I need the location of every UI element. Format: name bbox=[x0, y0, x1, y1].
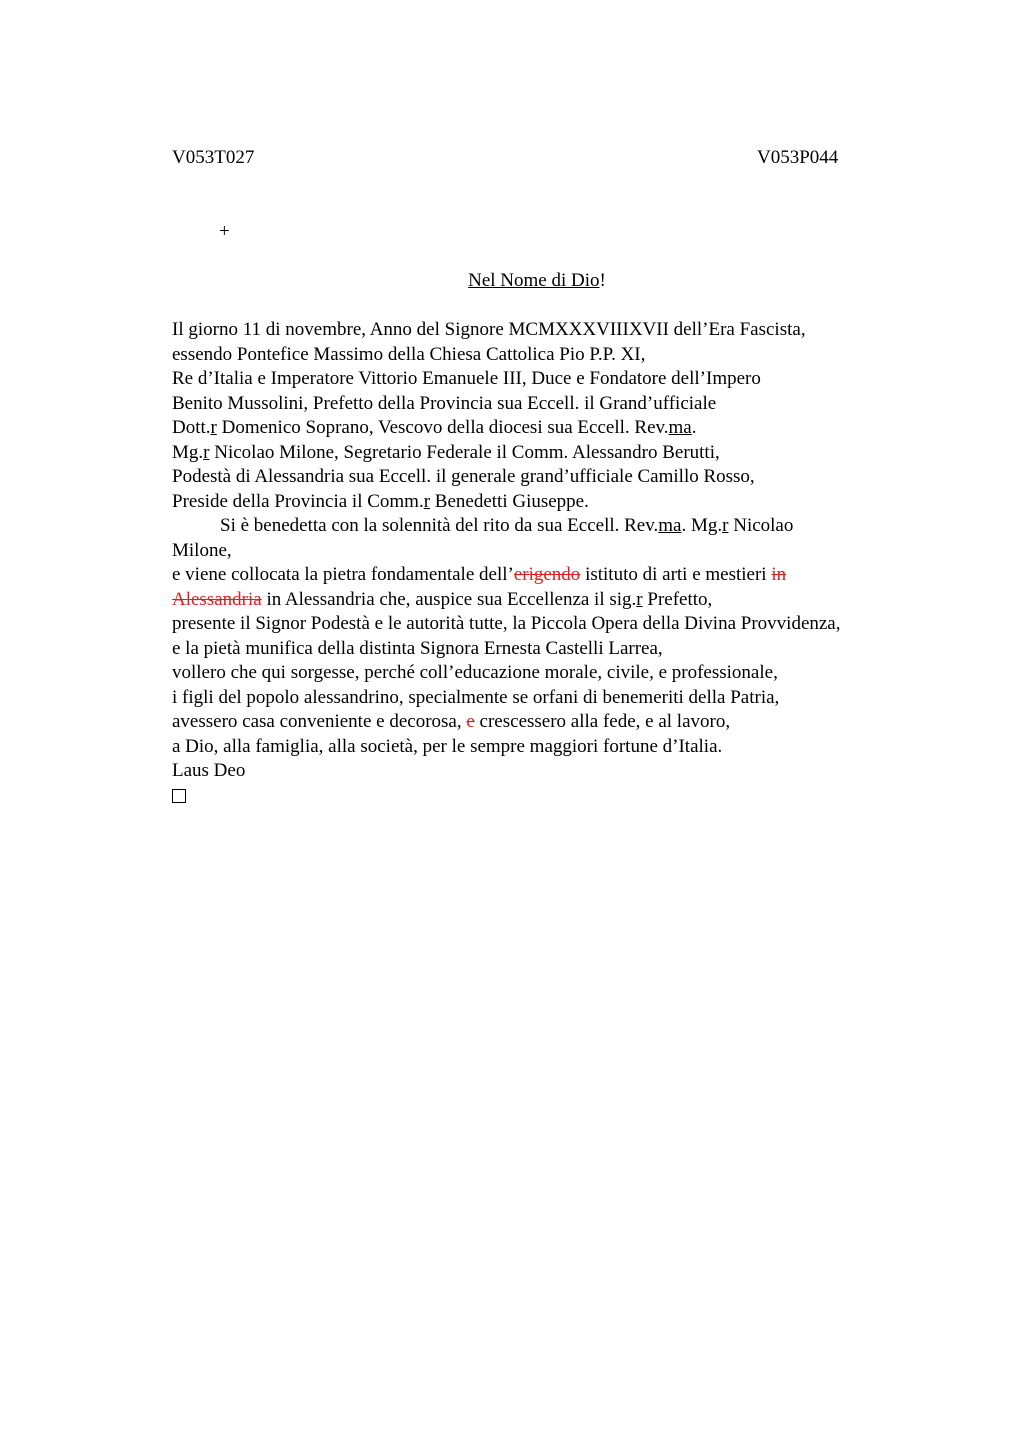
deleted-text: in bbox=[771, 564, 787, 585]
body-line: Milone, bbox=[172, 539, 232, 561]
text-run: Prefetto, bbox=[642, 588, 713, 610]
empty-square-icon bbox=[172, 789, 186, 803]
body-line: Re d’Italia e Imperatore Vittorio Emanuele III, Duce e Fondatore dell’Impero bbox=[172, 368, 761, 389]
text-run: Domenico Soprano, Vescovo della diocesi sua Eccell. Rev. bbox=[216, 417, 669, 438]
superscript-abbrev: r bbox=[210, 417, 217, 438]
body-line: Il giorno 11 di novembre, Anno del Signore MCMXXXVIIIXVII dell’Era Fascista, bbox=[172, 319, 806, 340]
text-run: avessero casa conveniente e decorosa, bbox=[172, 711, 467, 732]
body-line: presente il Signor Podestà e le autorità tutte, la Piccola Opera della Divina Provvidenza, bbox=[172, 613, 841, 634]
text-run: Mg. bbox=[172, 441, 204, 463]
body-line: Benito Mussolini, Prefetto della Provincia sua Eccell. il Grand’ufficiale bbox=[172, 392, 717, 414]
body-line bbox=[172, 514, 912, 539]
text-run: . Mg. bbox=[681, 515, 723, 536]
body-line: essendo Pontefice Massimo della Chiesa Cattolica Pio P.P. XI, bbox=[172, 343, 646, 365]
invocation-heading bbox=[0, 270, 1024, 292]
superscript-abbrev: r bbox=[203, 441, 210, 463]
body-line bbox=[172, 710, 912, 735]
body-line bbox=[172, 563, 912, 588]
body-line: a Dio, alla famiglia, alla società, per le sempre maggiori fortune d’Italia. bbox=[172, 735, 723, 757]
end-marker bbox=[172, 784, 912, 809]
text-run: Dott. bbox=[172, 417, 211, 438]
body-line bbox=[172, 441, 912, 466]
body-line: Podestà di Alessandria sua Eccell. il generale grand’ufficiale Camillo Rosso, bbox=[172, 466, 755, 487]
text-run: in Alessandria che, auspice sua Eccellenza il sig. bbox=[261, 588, 637, 610]
text-run: istituto di arti e mestieri bbox=[580, 564, 772, 585]
superscript-abbrev: ma bbox=[668, 417, 692, 438]
body-line: e la pietà munifica della distinta Signora Ernesta Castelli Larrea, bbox=[172, 637, 663, 659]
superscript-abbrev: ma bbox=[658, 515, 682, 536]
text-run: Nicolao Milone, Segretario Federale il Comm. Alessandro Berutti, bbox=[209, 441, 720, 463]
body-line: i figli del popolo alessandrino, specialmente se orfani di benemeriti della Patria, bbox=[172, 686, 780, 708]
body-line bbox=[172, 588, 912, 613]
document-reference-right: V053P044 bbox=[757, 147, 839, 168]
deleted-text: e bbox=[466, 711, 475, 732]
text-run: Benedetti Giuseppe. bbox=[430, 490, 589, 512]
text-run: Nicolao bbox=[728, 515, 794, 536]
document-body bbox=[172, 318, 912, 808]
text-run: Si è benedetta con la solennità del rito da sua Eccell. Rev. bbox=[220, 515, 659, 536]
text-run: Preside della Provincia il Comm. bbox=[172, 490, 424, 512]
invocation-mark: ! bbox=[599, 270, 606, 291]
invocation-text: Nel Nome di Dio bbox=[468, 270, 600, 291]
superscript-abbrev: r bbox=[636, 588, 643, 610]
text-run: crescessero alla fede, e al lavoro, bbox=[474, 711, 731, 732]
superscript-abbrev: r bbox=[722, 515, 729, 536]
deleted-text: Alessandria bbox=[172, 588, 262, 610]
deleted-text: erigendo bbox=[513, 564, 581, 585]
cross-symbol: + bbox=[219, 221, 230, 242]
body-line bbox=[172, 490, 912, 515]
text-run: e viene collocata la pietra fondamentale dell’ bbox=[172, 564, 514, 585]
superscript-abbrev: r bbox=[423, 490, 431, 512]
closing-line: Laus Deo bbox=[172, 760, 246, 781]
text-run: . bbox=[691, 417, 697, 438]
body-line: vollero che qui sorgesse, perché coll’educazione morale, civile, e professionale, bbox=[172, 662, 778, 683]
body-line bbox=[172, 416, 912, 441]
document-reference-left: V053T027 bbox=[172, 147, 255, 168]
